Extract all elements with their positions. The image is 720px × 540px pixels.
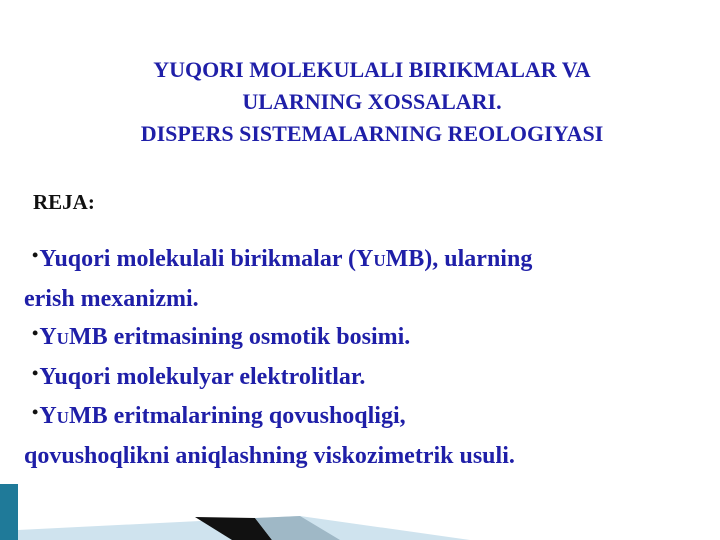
title-line-1: YUQORI MOLEKULALI BIRIKMALAR VA [153,57,591,82]
plan-item-text: Yuqori molekulali birikmalar (Y [39,246,374,272]
title-line-3: DISPERS SISTEMALARNING REOLOGIYASI [140,121,604,146]
plan-item-3 [24,358,714,397]
bullet-icon: • [32,245,39,265]
footer-teal-bar [0,484,18,540]
plan-item-text: MB), ularning [385,246,533,272]
plan-item-continuation: erish mexanizmi. [24,286,199,312]
plan-item-2 [24,318,714,358]
bullet-icon: • [32,323,39,343]
plan-item-text: MB eritmalarining qovushoqligi, [68,403,406,429]
plan-item-text: Y [39,324,57,350]
footer-decoration [0,480,720,540]
bullet-icon: • [32,363,39,383]
plan-item-small-cap: U [56,329,69,348]
plan-item-1 [24,240,714,318]
plan-list [24,240,714,475]
plan-item-4 [24,397,714,475]
plan-item-text: MB eritmasining osmotik bosimi. [68,324,411,350]
plan-heading: REJA: [33,190,95,214]
title-line-2: ULARNING XOSSALARI. [242,89,502,114]
bullet-icon: • [32,402,39,422]
plan-item-text: Yuqori molekulyar elektrolitlar. [39,364,366,390]
plan-item-text: Y [39,403,57,429]
plan-item-continuation: qovushoqlikni aniqlashning viskozimetrik usuli. [24,443,515,469]
plan-item-small-cap: U [373,251,386,270]
slide-title [40,54,704,150]
plan-item-small-cap: U [56,408,69,427]
